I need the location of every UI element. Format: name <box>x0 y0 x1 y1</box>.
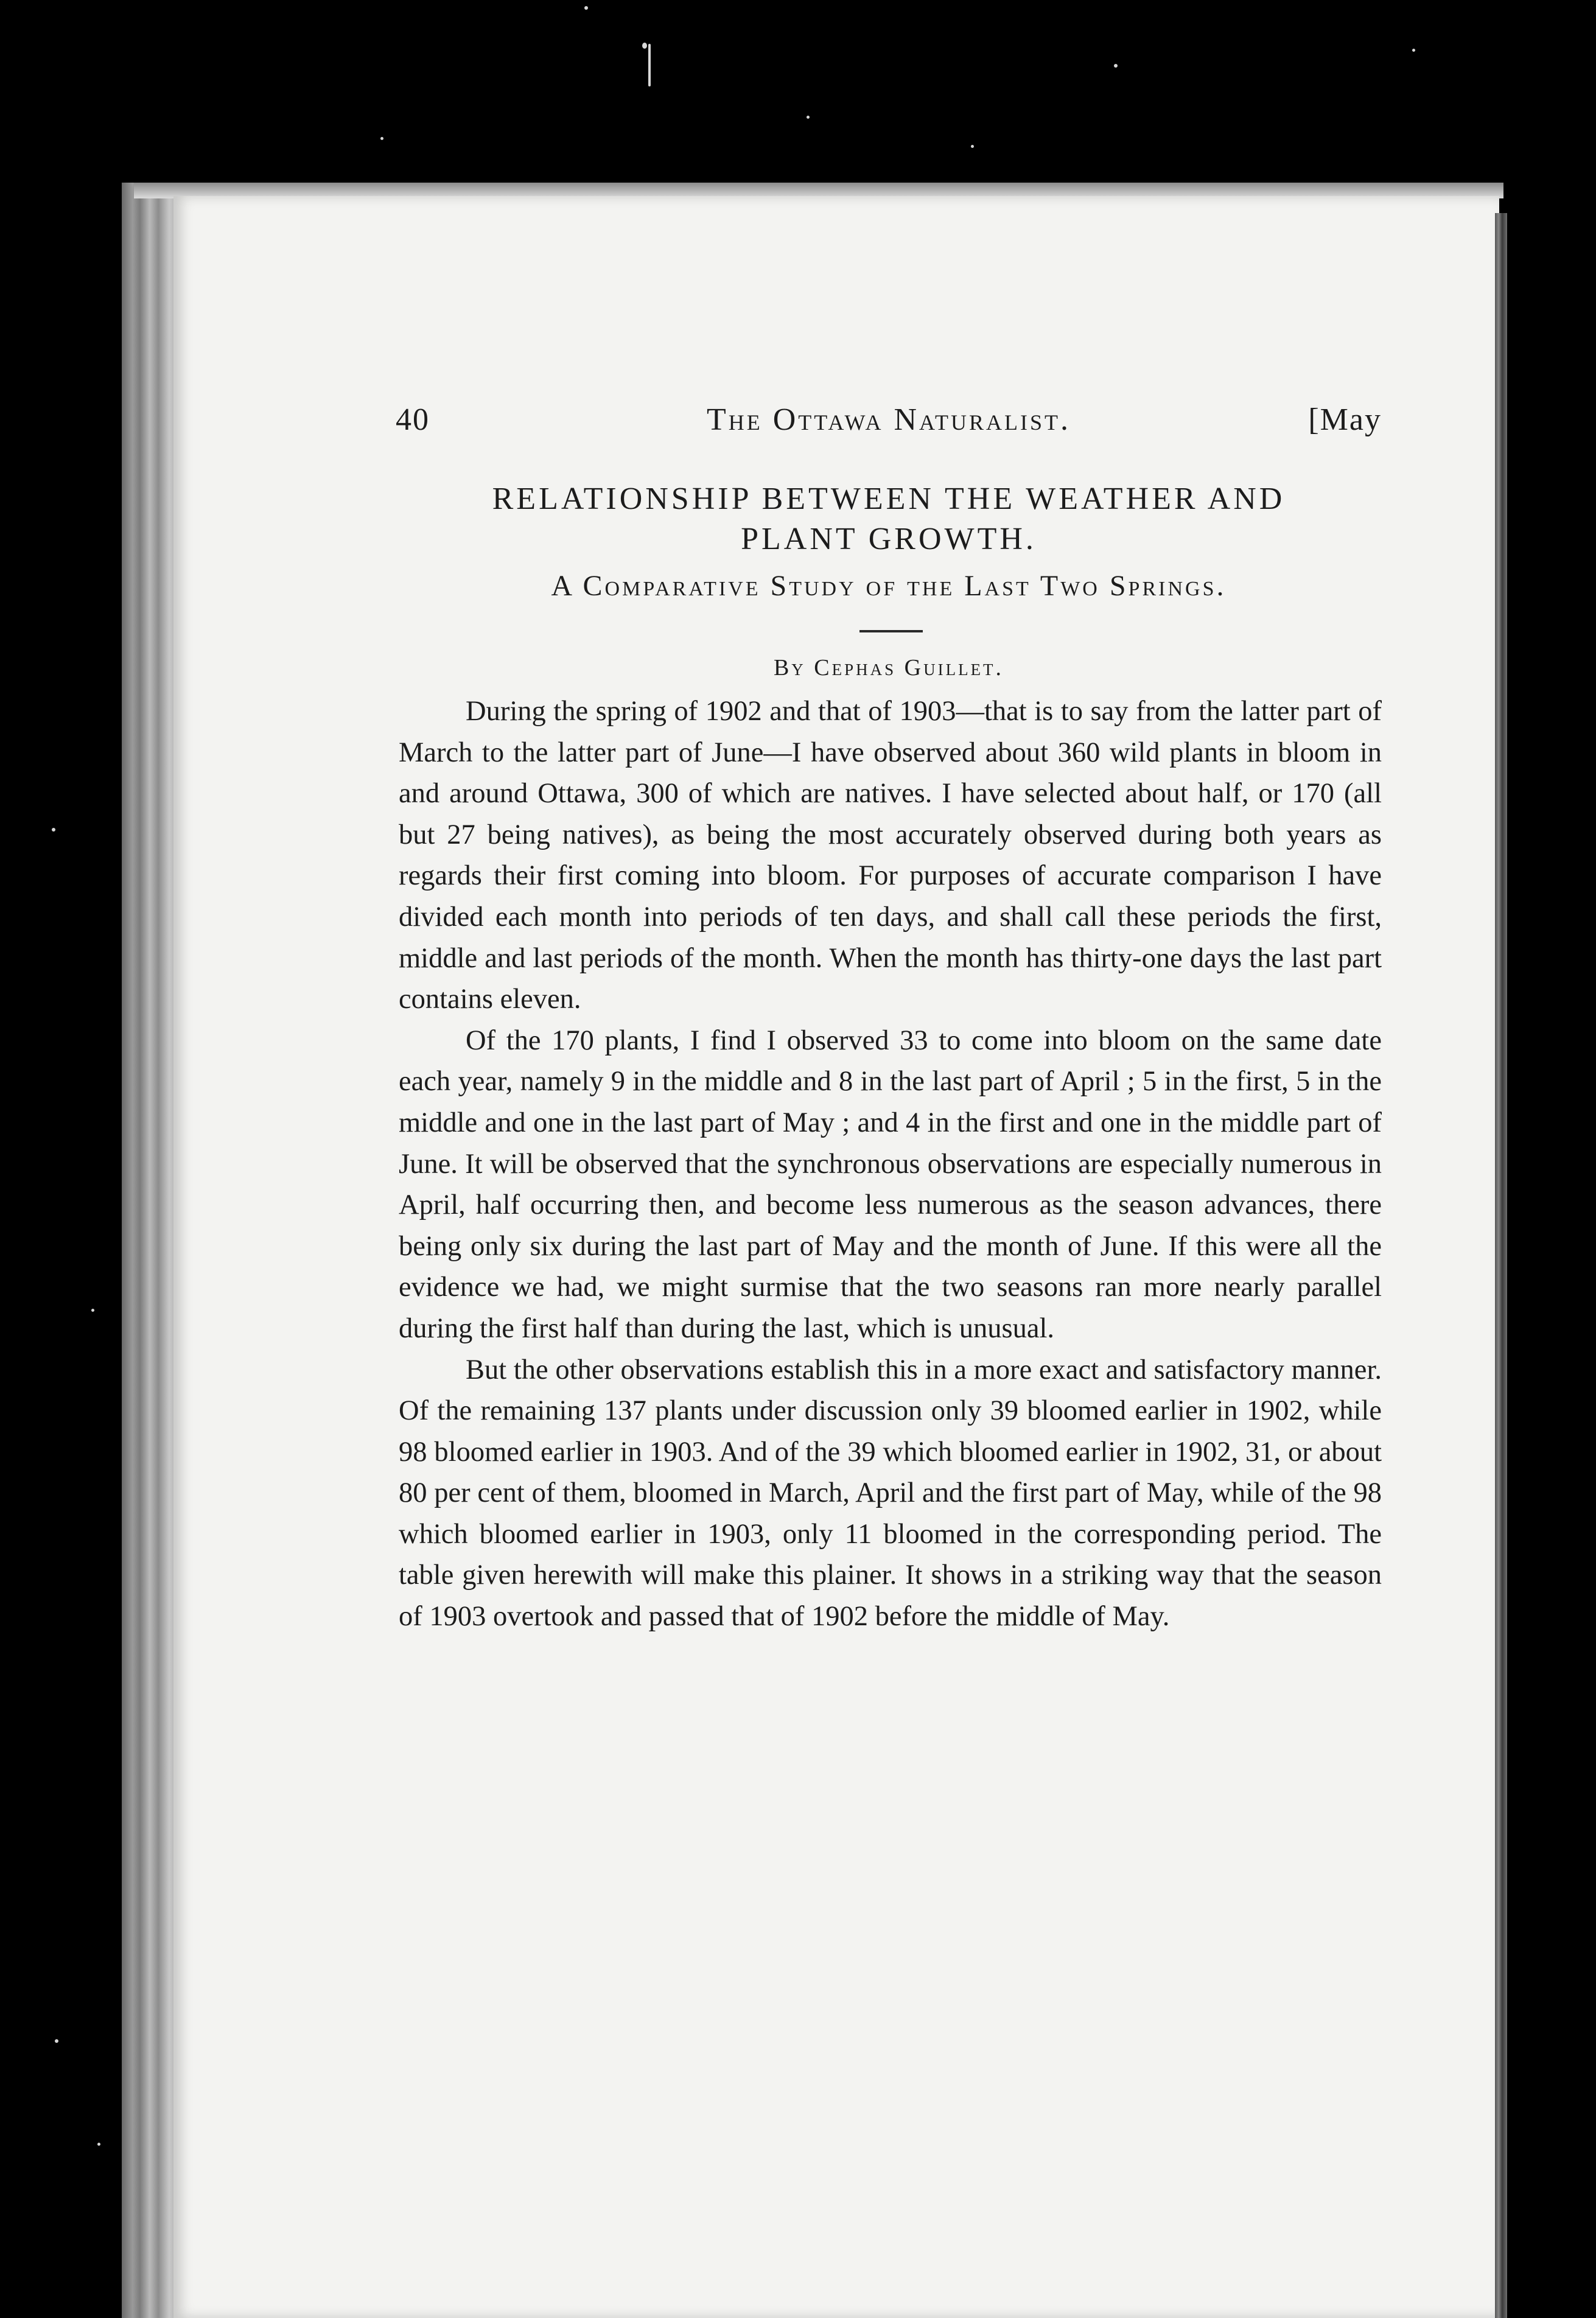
scan-speck <box>55 2039 58 2043</box>
article-title-line-2: PLANT GROWTH. <box>741 522 1037 556</box>
scan-speck <box>1412 49 1415 52</box>
journal-title: The Ottawa Naturalist. <box>706 402 1071 437</box>
paragraph: But the other observations establish this in a more exact and satisfactory manner. Of the remaining 137 plants under discussion only 39 bloomed earlier in 1902, while 98 bloomed earlier in 1903. And of the 39 which bloomed earlier in 1902, 31, or about 80 per cent of them, bloomed in March, April and the first part of May, while of the 98 which bloomed earlier in 1903, only 11 bloomed in the corresponding period. The table given herewith will make this plainer. It shows in a striking way that the season of 1903 overtook and passed that of 1902 before the middle of May. <box>399 1354 1382 1633</box>
author-byline: By Cephas Guillet. <box>773 655 1004 681</box>
article-subtitle: A Comparative Study of the Last Two Springs. <box>551 570 1227 602</box>
scan-speck <box>642 43 647 49</box>
scan-speck <box>584 6 588 10</box>
scan-speck <box>648 44 651 86</box>
article-body <box>399 691 1382 1637</box>
scan-speck <box>380 137 383 140</box>
paragraph: During the spring of 1902 and that of 1903—that is to say from the latter part of March to the latter part of June—I have observed about 360 wild plants in bloom in and around Ottawa, 300 of which are natives. I have selected about half, or 170 (all but 27 being natives), as being the most accurately observed during both years as regards their first coming into bloom. For purposes of accurate comparison I have divided each month into periods of ten days, and shall call these periods the first, middle and last periods of the month. When the month has thirty-one days the last part contains eleven. <box>399 696 1382 1015</box>
title-divider <box>859 630 923 632</box>
article-title-line-1: RELATIONSHIP BETWEEN THE WEATHER AND <box>492 481 1286 516</box>
scan-speck <box>97 2143 100 2146</box>
running-head <box>396 402 1382 450</box>
scan-speck <box>971 145 974 148</box>
scan-speck <box>1114 64 1118 68</box>
issue-month: [May <box>1308 402 1382 437</box>
scan-border-right <box>1507 213 1596 2318</box>
page-number: 40 <box>396 402 430 437</box>
paragraph: Of the 170 plants, I find I observed 33 to come into bloom on the same date each year, namely 9 in the middle and 8 in the last part of April ; 5 in the first, 5 in the middle and one in the last part of May ; and 4 in the first and one in the middle part of June. It will be observed that the synchronous observations are especially numerous in April, half occurring then, and become less numerous as the season advances, there being only six during the last part of May and the month of June. If this were all the evidence we had, we might surmise that the two seasons ran more nearly parallel during the first half than during the last, which is unusual. <box>399 1024 1382 1344</box>
scan-speck <box>807 116 810 119</box>
scan-speck <box>91 1309 94 1312</box>
scan-speck <box>52 828 55 832</box>
book-gutter <box>1495 213 1507 2318</box>
